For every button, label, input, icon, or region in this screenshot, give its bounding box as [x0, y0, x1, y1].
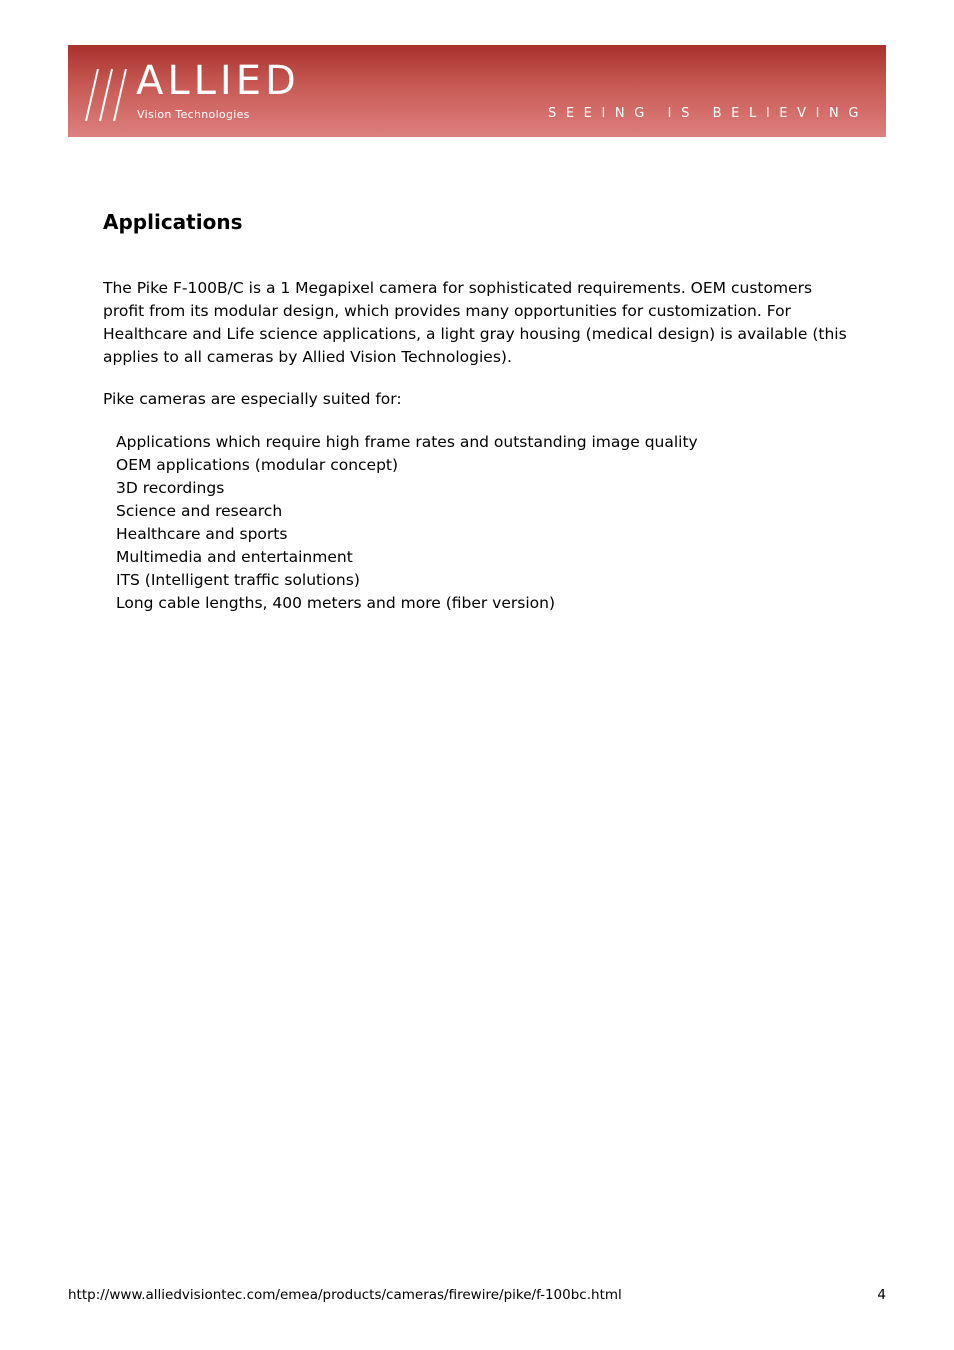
- page-title: Applications: [103, 210, 243, 234]
- tagline: SEEING IS BELIEVING: [547, 106, 868, 121]
- list-item: Applications which require high frame rates and outstanding image quality: [116, 433, 698, 451]
- logo-text: ALLIED: [136, 58, 300, 104]
- applications-list: [116, 431, 698, 615]
- footer-url: http://www.alliedvisiontec.com/emea/products/cameras/firewire/pike/f-100bc.html: [68, 1287, 622, 1303]
- list-item: Healthcare and sports: [116, 525, 288, 543]
- list-item: Multimedia and entertainment: [116, 548, 353, 566]
- list-item: ITS (Intelligent traffic solutions): [116, 571, 360, 589]
- logo-subtitle: Vision Technologies: [137, 108, 250, 121]
- allied-logo: [84, 58, 324, 125]
- intro-paragraph: The Pike F-100B/C is a 1 Megapixel camera for sophisticated requirements. OEM customers profit from its modular design, which provides many opportunities for customization. For Healthcare and Life science applications, a light gray housing (medical design) is available (this applies to all cameras by Allied Vision Technologies).: [103, 279, 847, 366]
- list-item: Science and research: [116, 502, 283, 520]
- list-item: OEM applications (modular concept): [116, 456, 399, 474]
- page-number: 4: [877, 1287, 886, 1303]
- suited-for-paragraph: Pike cameras are especially suited for:: [103, 390, 402, 408]
- list-item: 3D recordings: [116, 479, 225, 497]
- list-item: Long cable lengths, 400 meters and more (fiber version): [116, 594, 556, 612]
- header-banner: [68, 45, 886, 137]
- logo-slashes-icon: [84, 67, 136, 123]
